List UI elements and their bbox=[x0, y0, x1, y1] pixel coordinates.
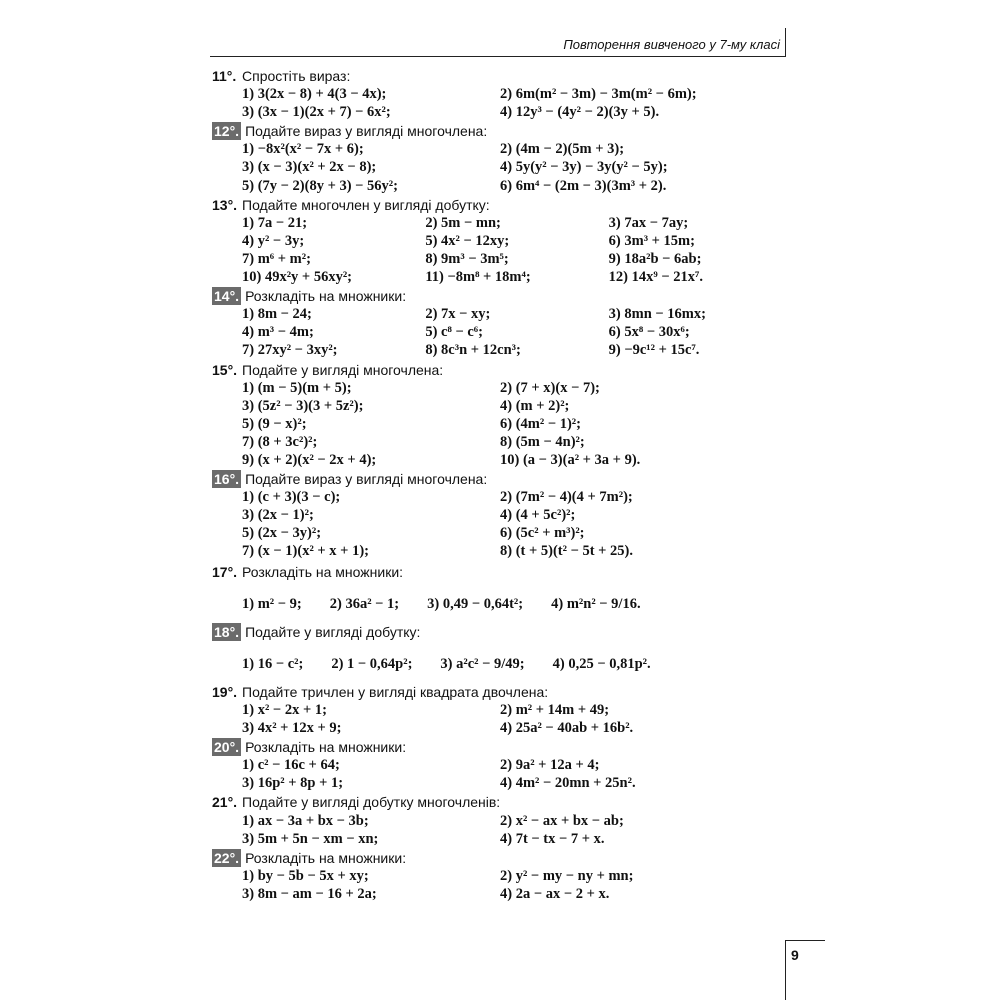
task: 3) (3x − 1)(2x + 7) − 6x²; bbox=[242, 104, 391, 121]
task: 4) 12y³ − (4y² − 2)(3y + 5). bbox=[500, 104, 660, 121]
task-row bbox=[212, 542, 792, 560]
exercise-title: Розкладіть на множники: bbox=[245, 739, 407, 756]
task: 10) (a − 3)(a² + 3a + 9). bbox=[500, 451, 641, 468]
exercise-17 bbox=[212, 563, 792, 621]
exercise-number: 20°. bbox=[214, 739, 240, 756]
task-row bbox=[212, 103, 792, 121]
exercise-18 bbox=[212, 623, 792, 681]
task-row bbox=[212, 506, 792, 524]
task: 4) m³ − 4m; bbox=[242, 324, 314, 341]
task: 2) 1 − 0,64p²; bbox=[331, 655, 413, 672]
task: 6) (4m² − 1)²; bbox=[500, 415, 581, 432]
task-row bbox=[212, 341, 792, 359]
footer-vertical-rule bbox=[785, 940, 786, 1000]
task-row bbox=[212, 268, 792, 286]
task: 2) 5m − mn; bbox=[425, 214, 501, 231]
task: 4) 7t − tx − 7 + x. bbox=[500, 830, 605, 847]
task-row bbox=[212, 379, 792, 397]
task: 1) ax − 3a + bx − 3b; bbox=[242, 812, 369, 829]
exercise-13 bbox=[212, 196, 792, 286]
exercise-number: 13°. bbox=[212, 196, 238, 213]
task: 1) 7a − 21; bbox=[242, 214, 308, 231]
exercise-11 bbox=[212, 67, 792, 121]
exercise-title: Розкладіть на множники: bbox=[245, 288, 407, 305]
task: 4) 5y(y² − 3y) − 3y(y² − 5y); bbox=[500, 159, 668, 176]
task: 4) 25a² − 40ab + 16b². bbox=[500, 720, 634, 737]
task: 9) −9c¹² + 15c⁷. bbox=[608, 342, 700, 359]
exercise-number: 18°. bbox=[214, 623, 240, 640]
task: 1) m² − 9; bbox=[242, 595, 302, 612]
exercise-title: Подайте вираз у вигляді многочлена: bbox=[245, 123, 488, 140]
task: 6) (5c² + m³)²; bbox=[500, 525, 585, 542]
header-vertical-rule bbox=[785, 28, 786, 57]
task: 5) c⁸ − c⁶; bbox=[425, 324, 483, 341]
task-row bbox=[212, 812, 792, 830]
task: 6) 5x⁸ − 30x⁶; bbox=[608, 324, 690, 341]
exercise-title: Спростіть вираз: bbox=[242, 68, 351, 84]
task-row bbox=[212, 867, 792, 885]
task: 8) (t + 5)(t² − 5t + 25). bbox=[500, 543, 634, 560]
task: 2) 36a² − 1; bbox=[329, 595, 400, 612]
exercise-number: 11°. bbox=[212, 68, 237, 84]
task: 6) 6m⁴ − (2m − 3)(3m³ + 2). bbox=[500, 177, 667, 194]
task: 5) 4x² − 12xy; bbox=[425, 232, 510, 249]
task: 2) x² − ax + bx − ab; bbox=[500, 812, 624, 829]
task: 2) (7 + x)(x − 7); bbox=[500, 379, 600, 396]
task-row bbox=[212, 701, 792, 719]
exercise-title: Подайте у вигляді добутку многочленів: bbox=[242, 794, 501, 811]
task: 1) c² − 16c + 64; bbox=[242, 757, 340, 774]
task: 3) 8m − am − 16 + 2a; bbox=[242, 885, 377, 902]
task: 1) 3(2x − 8) + 4(3 − 4x); bbox=[242, 86, 387, 103]
exercise-number: 16°. bbox=[214, 471, 240, 488]
task: 3) (2x − 1)²; bbox=[242, 507, 314, 524]
task: 3) 7ax − 7ay; bbox=[608, 214, 689, 231]
task-row bbox=[212, 250, 792, 268]
task-row bbox=[212, 140, 792, 158]
task-row bbox=[212, 305, 792, 323]
exercise-number: 19°. bbox=[212, 683, 238, 700]
task: 9) 18a²b − 6ab; bbox=[608, 250, 702, 267]
running-header: Повторення вивченого у 7-му класі bbox=[563, 37, 780, 52]
task: 4) y² − 3y; bbox=[242, 232, 305, 249]
task: 8) (5m − 4n)²; bbox=[500, 433, 585, 450]
task: 4) 0,25 − 0,81p². bbox=[552, 655, 651, 672]
exercise-number: 21°. bbox=[212, 794, 238, 811]
task-row bbox=[212, 756, 792, 774]
exercise-number: 15°. bbox=[212, 361, 238, 378]
task-row bbox=[212, 641, 792, 681]
exercise-20 bbox=[212, 738, 792, 792]
exercise-12 bbox=[212, 122, 792, 194]
exercise-title: Розкладіть на множники: bbox=[245, 849, 407, 866]
exercise-list bbox=[212, 67, 792, 904]
task: 11) −8m⁸ + 18m⁴; bbox=[425, 269, 531, 286]
task-row bbox=[212, 830, 792, 848]
task: 1) (c + 3)(3 − c); bbox=[242, 489, 341, 506]
task: 12) 14x⁹ − 21x⁷. bbox=[608, 269, 703, 286]
exercise-title: Подайте у вигляді добутку: bbox=[245, 623, 421, 640]
task: 2) 7x − xy; bbox=[425, 306, 491, 323]
task-row bbox=[212, 581, 792, 621]
task: 3) (x − 3)(x² + 2x − 8); bbox=[242, 159, 377, 176]
task: 7) (8 + 3c²)²; bbox=[242, 433, 318, 450]
task: 3) (5z² − 3)(3 + 5z²); bbox=[242, 397, 364, 414]
task-row bbox=[212, 415, 792, 433]
task: 2) y² − my − ny + mn; bbox=[500, 867, 634, 884]
task-row bbox=[212, 451, 792, 469]
exercise-number: 14°. bbox=[214, 288, 240, 305]
task: 4) 2a − ax − 2 + x. bbox=[500, 885, 610, 902]
task: 9) (x + 2)(x² − 2x + 4); bbox=[242, 451, 377, 468]
task: 2) 6m(m² − 3m) − 3m(m² − 6m); bbox=[500, 86, 697, 103]
task: 10) 49x²y + 56xy²; bbox=[242, 269, 352, 286]
task: 1) 8m − 24; bbox=[242, 306, 312, 323]
exercise-title: Подайте у вигляді многочлена: bbox=[242, 361, 444, 378]
exercise-21 bbox=[212, 793, 792, 847]
page-number: 9 bbox=[791, 947, 799, 963]
exercise-number: 22°. bbox=[214, 849, 240, 866]
task-row bbox=[212, 433, 792, 451]
task: 1) x² − 2x + 1; bbox=[242, 702, 327, 718]
header-rule bbox=[210, 56, 785, 57]
task-row bbox=[212, 885, 792, 903]
exercise-number: 12°. bbox=[214, 123, 240, 140]
task: 3) 8mn − 16mx; bbox=[608, 306, 706, 323]
task-row bbox=[212, 177, 792, 195]
task: 1) 16 − c²; bbox=[242, 655, 304, 672]
task: 1) by − 5b − 5x + xy; bbox=[242, 867, 369, 884]
exercise-22 bbox=[212, 849, 792, 903]
exercise-19 bbox=[212, 683, 792, 737]
task: 2) (4m − 2)(5m + 3); bbox=[500, 141, 625, 158]
task: 2) m² + 14m + 49; bbox=[500, 702, 610, 718]
task-row bbox=[212, 397, 792, 415]
task: 4) 4m² − 20mn + 25n². bbox=[500, 775, 636, 792]
task-row bbox=[212, 85, 792, 103]
exercise-16 bbox=[212, 470, 792, 560]
task: 1) (m − 5)(m + 5); bbox=[242, 379, 352, 396]
task: 5) (9 − x)²; bbox=[242, 415, 307, 432]
exercise-title: Подайте тричлен у вигляді квадрата двочлена: bbox=[242, 683, 549, 700]
task: 8) 8c³n + 12cn³; bbox=[425, 342, 521, 359]
task-row bbox=[212, 232, 792, 250]
exercise-title: Подайте многочлен у вигляді добутку: bbox=[242, 196, 490, 213]
task: 1) −8x²(x² − 7x + 6); bbox=[242, 141, 364, 158]
task: 5) (2x − 3y)²; bbox=[242, 525, 322, 542]
task: 4) (m + 2)²; bbox=[500, 397, 570, 414]
task: 3) 5m + 5n − xm − xn; bbox=[242, 830, 379, 847]
task: 2) 9a² + 12a + 4; bbox=[500, 757, 600, 774]
task: 5) (7y − 2)(8y + 3) − 56y²; bbox=[242, 177, 398, 194]
exercise-title: Подайте вираз у вигляді многочлена: bbox=[245, 471, 488, 488]
task-row bbox=[212, 774, 792, 792]
task: 6) 3m³ + 15m; bbox=[608, 232, 695, 249]
task: 7) (x − 1)(x² + x + 1); bbox=[242, 543, 369, 560]
exercise-title: Розкладіть на множники: bbox=[242, 563, 404, 580]
task: 4) (4 + 5c²)²; bbox=[500, 507, 576, 524]
footer-rule bbox=[785, 940, 825, 941]
task-row bbox=[212, 719, 792, 737]
task-row bbox=[212, 158, 792, 176]
task-row bbox=[212, 524, 792, 542]
task: 4) m²n² − 9/16. bbox=[551, 595, 641, 612]
task-row bbox=[212, 323, 792, 341]
task: 3) 4x² + 12x + 9; bbox=[242, 720, 342, 737]
task: 7) 27xy² − 3xy²; bbox=[242, 342, 338, 359]
task-row bbox=[212, 488, 792, 506]
exercise-14 bbox=[212, 287, 792, 359]
task: 3) 16p² + 8p + 1; bbox=[242, 775, 344, 792]
task: 3) a²c² − 9/49; bbox=[440, 655, 525, 672]
task: 8) 9m³ − 3m⁵; bbox=[425, 250, 509, 267]
exercise-15 bbox=[212, 361, 792, 470]
exercise-number: 17°. bbox=[212, 563, 238, 580]
task: 7) m⁶ + m²; bbox=[242, 250, 311, 267]
task: 2) (7m² − 4)(4 + 7m²); bbox=[500, 489, 633, 506]
task: 3) 0,49 − 0,64t²; bbox=[427, 595, 524, 612]
task-row bbox=[212, 214, 792, 232]
